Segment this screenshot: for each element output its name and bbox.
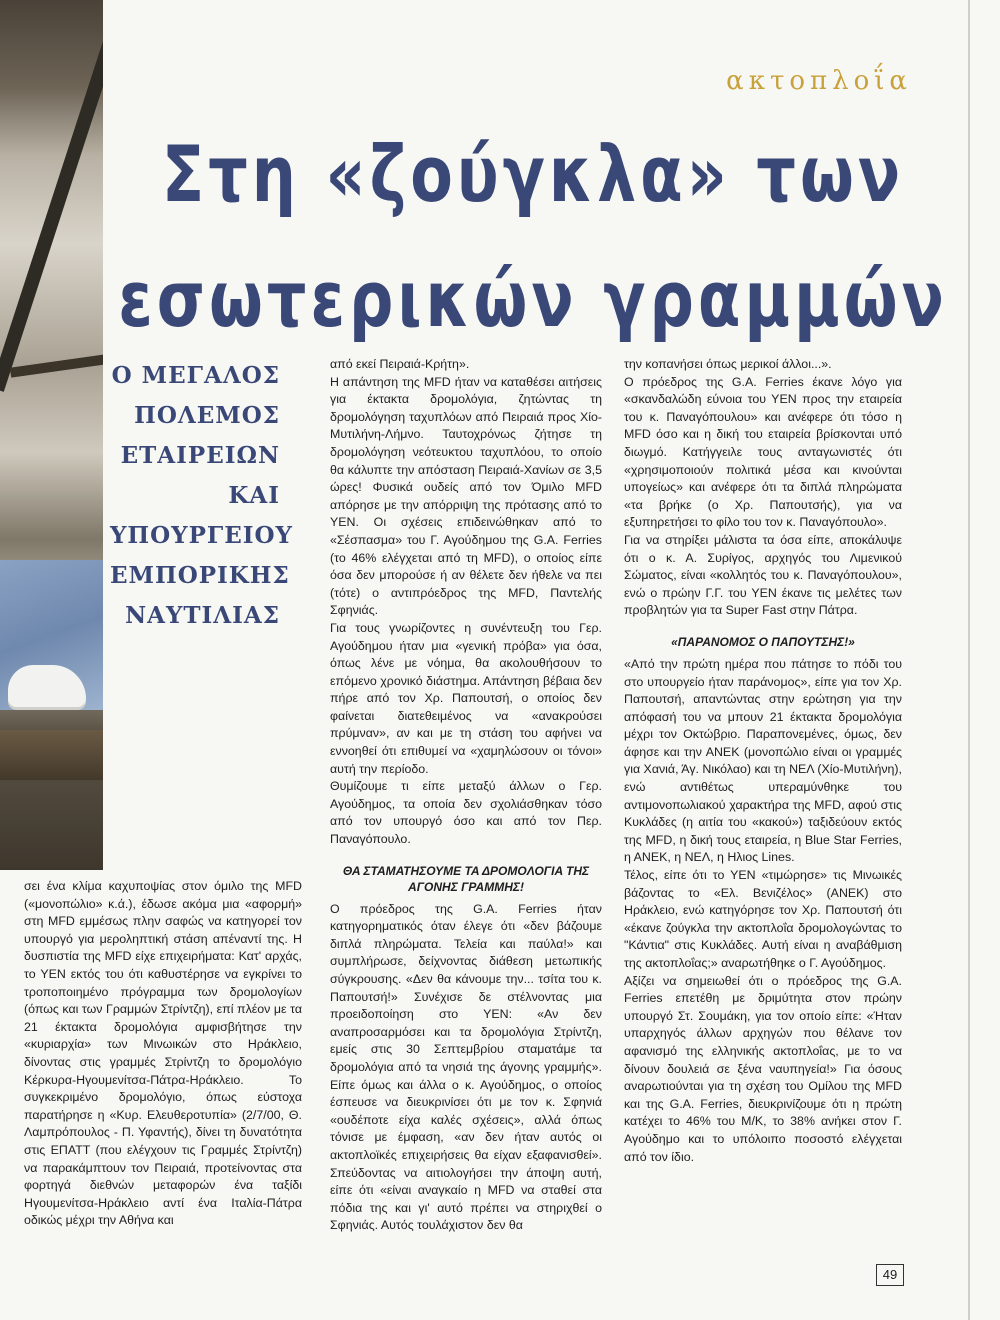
subheadline: Ο ΜΕΓΑΛΟΣ ΠΟΛΕΜΟΣ ΕΤΑΙΡΕΙΩΝ ΚΑΙ ΥΠΟΥΡΓΕΙΟΥ ΕΜΠΟΡΙΚΗΣ ΝΑΥΤΙΛΙΑΣ <box>110 362 293 629</box>
paragraph: Θυμίζουμε τι είπε μεταξύ άλλων ο Γερ. Αγούδημος, τα οποία δεν σχολιάσθηκαν τόσο από τον υπουργό όσο και από τον Περ. Παναγόπουλο. <box>330 779 602 847</box>
page-edge-rule <box>968 0 970 1320</box>
ship-railing <box>0 0 103 392</box>
paragraph: Ο πρόεδρος της G.A. Ferries ήταν κατηγορηματικός όταν έλεγε ότι «δεν βάζουμε διπλά πληρώματα. Τελεία και παύλα!» και συμπλήρωσε, δείχνοντας διάθεση μετωπικής σύγκρουσης. «Δεν θα κάνουμε την... τσίτα του κ. Παπουτσή!» Συνέχισε δε στέλνοντας μια προειδοποίηση στο ΥΕΝ: «Αν δεν αναπροσαρμόσει και τα δρομολόγια Στρίντζη, εμείς στις 30 Σεπτεμβρίου σταματάμε τα δρομολόγια από τα νησιά της άγονης γραμμής». Είπε όμως και άλλα ο κ. Αγούδημος, ο οποίος έσπευσε να διευκρινίσει ότι με τον κ. Σφηνιά «ουδέποτε είχα καλές σχέσεις», αλλά όπως τόνισε με έμφαση, «αν δεν ήταν αυτός οι ακτοπλοϊκές επιχειρήσεις θα είχαν εξαφανισθεί». Σπεύδοντας να αιτιολογήσει την άποψη αυτή, είπε ότι «είναι αναγκαίο η MFD να σταθεί στα πόδια της και γι' αυτό πρέπει να στηριχθεί ο Σφηνιάς. Αυτός τουλάχιστον δεν θα <box>330 901 602 1233</box>
article-column-2 <box>330 356 602 1235</box>
subheading: «ΠΑΡΑΝΟΜΟΣ Ο ΠΑΠΟΥΤΣΗΣ!» <box>671 634 855 649</box>
section-label: ακτοπλοΐα <box>726 66 912 96</box>
page-number: 49 <box>876 1264 904 1286</box>
article-column-1 <box>24 878 302 1230</box>
headline: Στη «ζούγκλα» των εσωτερικών γραμμών <box>118 128 948 345</box>
paragraph: την κοπανήσει όπως μερικοί άλλοι...». <box>624 357 832 371</box>
ship-rail-bar <box>10 352 103 377</box>
paragraph: Για να στηρίξει μάλιστα τα όσα είπε, αποκάλυψε ότι ο κ. Α. Συρίγος, αρχηγός του Λιμενικού Σώματος, είναι «κολλητός του κ. Παναγόπουλου», ενώ ο πρώην Γ.Γ. του ΥΕΝ έκανε τις μελέτες των προβλητών για τα Super Fast στην Πάτρα. <box>624 532 902 618</box>
paragraph: Ο πρόεδρος της G.A. Ferries έκανε λόγο για «σκανδαλώδη εύνοια του ΥΕΝ προς την εταιρεία του κ. Παναγόπουλου» και ανέφερε ότι τόσο η MFD όσο και η δική του εταιρεία βρίσκονται υπό διωγμό. Κατήγγειλε τους ανταγωνιστές ότι «χρησιμοποιούν πολιτικά μέσα και κινούνται υπογείως» και ανέφερε ότι τα διπλά πληρώματα «τα βρήκε (ο Χρ. Παπουτσής), για να εξυπηρετήσει το φίλο του τον κ. Παναγόπουλο». <box>624 374 902 530</box>
article-column-3 <box>624 356 902 1166</box>
paragraph: Η απάντηση της MFD ήταν να καταθέσει αιτήσεις για έκτακτα δρομολόγια, ζητώντας τη δρομολόγηση ταχυπλόων από Πειραιά προς Χίο-Μυτιλήνη-Λήμνο. Ταυτοχρόνως ζήτησε τη δρομολόγηση νεότευκτου ταχυπλόου, το οποίο θα κάλυπτε την απόσταση Πειραιά-Χανίων σε 3,5 ώρες! Φυσικά ουδείς από τον Όμιλο MFD απόρησε με την απόρριψη της πρότασης από το ΥΕΝ. Οι σχέσεις επιδεινώθηκαν από το «Σέσπασμα» του Γ. Αγούδημου της G.A. Ferries (το 46% ελέγχεται από τη MFD), ο οποίος είπε όσα δεν μπορούσε ή αν θέλετε δεν ήθελε να πει (τότε) ο αντιπρόεδρος της MFD, Παντελής Σφηνιάς. <box>330 374 602 618</box>
paragraph: Αξίζει να σημειωθεί ότι ο πρόεδρος της G.A. Ferries επετέθη με δριμύτητα στον πρώην υπουργό Στ. Σουμάκη, για τον οποίο είπε: «Ήταν υπαρχηγός άλλων αρχηγών που θέλανε τον αφανισμό της ελληνικής ακτοπλοΐας, με το να δίνουν δουλειά σε ξένα ναυπηγεία!» Για όσους αναρωτιούνται για τη σχέση του Ομίλου της MFD και της G.A. Ferries, διευκρινίζουμε ότι η πρώτη κατέχει το 46% του Μ/Κ, το 38% ανήκει στον Γ. Αγούδημο και το υπόλοιπο ποσοστό ελέγχεται από τον ίδιο. <box>624 973 902 1164</box>
paragraph: Για τους γνωρίζοντες η συνέντευξη του Γερ. Αγούδημου ήταν μια «γενική πρόβα» για όσα, όπως λένε με νόημα, θα ακολουθήσουν το επόμενο χρονικό διάστημα. Απάντηση βέβαια δεν πήρε από τον Χρ. Παπουτσή, ο οποίος δεν φαίνεται διατεθειμένος να «ανακρούσει πρύμναν», αν και με τη στάση του αφήνει να εννοηθεί ότι επιθυμεί να «χαμηλώσουν οι τόνοι» αυτή την περίοδο. <box>330 620 602 776</box>
paragraph: σει ένα κλίμα καχυποψίας στον όμιλο της MFD («μονοπώλιο» κ.ά.), έδωσε ακόμα μια «αφορμή» στη MFD εμμέσως πλην σαφώς να κατηγορεί τον υπουργό για μεροληπτική στάση απέναντί της. Η δυσπιστία της MFD είχε επιχειρήματα: Κατ' αρχάς, το ΥΕΝ εκτός του ότι καθυστέρησε να εγκρίνει το τροποποιημένο πρόγραμμα των δρομολογίων (όπως και των Γραμμών Στρίντζη), επί πλέον με τα 21 έκτακτα δρομολόγια αμφισβήτησε την «κυριαρχία» των Μινωικών στο Ηράκλειο, δίνοντας στις γραμμές Στρίντζη το δρομολόγιο Κέρκυρα-Ηγουμενίτσα-Πάτρα-Ηράκλειο. Το συγκεκριμένο δρομολόγιο, όπως εύστοχα παρατήρησε η «Κυρ. Ελευθεροτυπία» (2/7/00, Θ. Λαμπρόπουλος - Π. Υφαντής), δίνει τη δυνατότητα στις ΕΠΑΤΤ (που ελέγχουν τις Γραμμές Στρίντζη) να παρακάμπτουν τον Πειραιά, προτείνοντας στα φορτηγά διεθνών μεταφορών ένα ταξίδι Ηγουμενίτσα-Ηράκλειο αντί ένα Ιταλία-Πάτρα οδικώς μέχρι την Αθήνα και <box>24 879 302 1228</box>
paragraph: από εκεί Πειραιά-Κρήτη». <box>330 357 470 371</box>
deck-bench <box>0 730 103 780</box>
cover-photo <box>0 0 103 870</box>
paragraph: Τέλος, είπε ότι το ΥΕΝ «τιμώρησε» τις Μινωικές βάζοντας το «Ελ. Βενιζέλος» (ΑΝΕΚ) στο Ηράκλειο, ενώ κατηγόρησε τον Χρ. Παπουτσή ότι «έκανε ζούγκλα την ακτοπλοΐα δρομολογώντας το "Κάντια" στις Κυκλάδες. Αυτή είναι η αναβάθμιση της ακτοπλοΐας;» αναρωτήθηκε ο Γ. Αγούδημος. <box>624 868 902 970</box>
subheading: ΘΑ ΣΤΑΜΑΤΗΣΟΥΜΕ ΤΑ ΔΡΟΜΟΛΟΓΙΑ ΤΗΣ ΑΓΟΝΗΣ ΓΡΑΜΜΗΣ! <box>342 863 590 894</box>
paragraph: «Από την πρώτη ημέρα που πάτησε το πόδι του στο υπουργείο ήταν παράνομος», είπε για τον Χρ. Παπουτσή, απαντώντας στην ερώτηση για την απόφασή του να μπουν 21 έκτακτα δρομολόγια μέχρι τον Οκτώβριο. Παραπονεμένες, όμως, δεν άφησε και την ΑΝΕΚ (μονοπώλιο είναι οι γραμμές για Χανιά, Άγ. Νικόλαο) και τη ΝΕΛ (Χίο-Μυτιλήνη), ενώ αντιθέτως υπεραμύνθηκε του αντιμονοπωλιακού χαρακτήρα της MFD, αφού στις Κυκλάδες (η αιτία του «κακού») ταξιδεύουν εκτός της MFD, η δική τους εταιρεία, η Blue Star Ferries, η ΑΝΕΚ, η ΝΕΛ, η Ηλιος Lines. <box>624 656 902 865</box>
